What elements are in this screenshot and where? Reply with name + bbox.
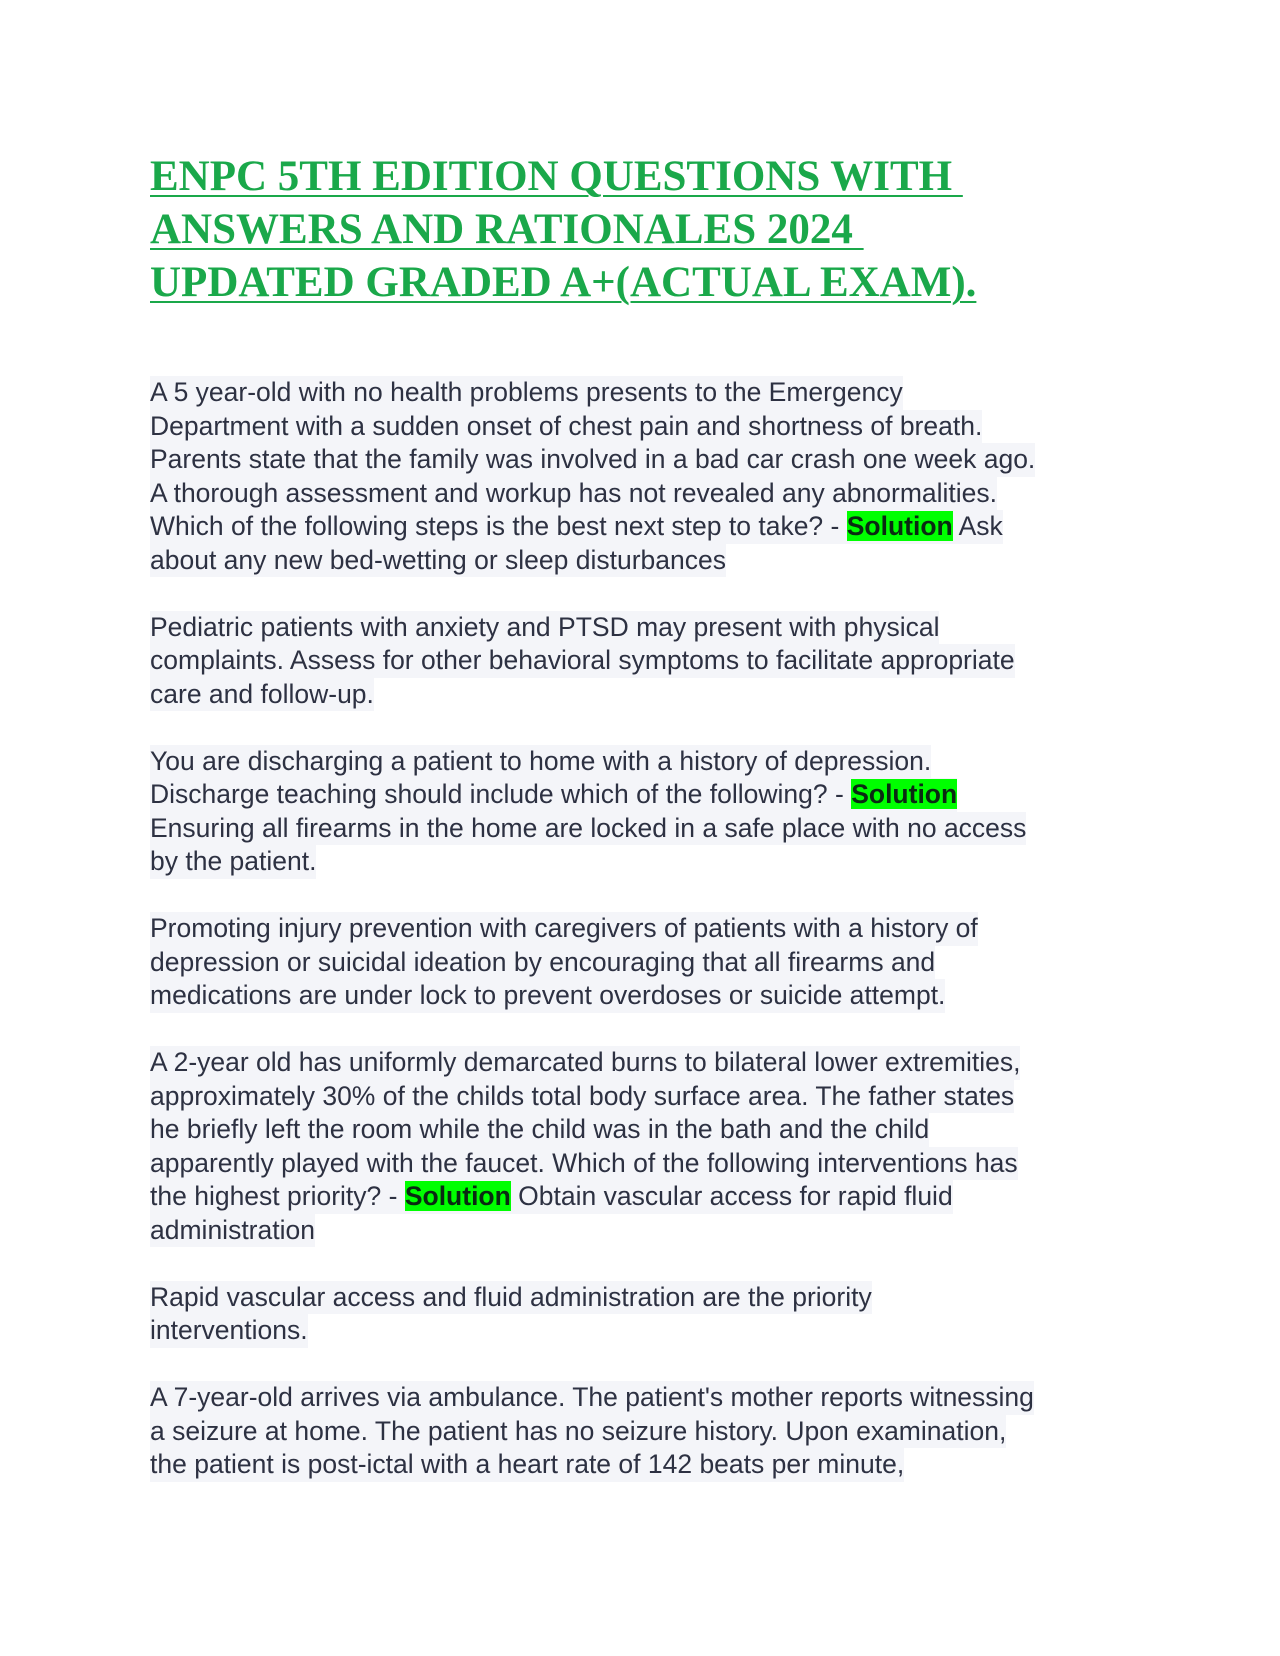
text-line: interventions. (150, 1314, 308, 1348)
solution-label: Solution (846, 511, 953, 541)
text-line: Pediatric patients with anxiety and PTSD may present with physical (150, 611, 939, 645)
text-line: care and follow-up. (150, 678, 374, 712)
text-line: depression or suicidal ideation by encouraging that all firearms and (150, 946, 935, 980)
rationale-paragraph (150, 912, 1130, 1013)
answer-text: Obtain vascular access for rapid fluid (510, 1181, 953, 1211)
answer-line: about any new bed-wetting or sleep disturbances (150, 544, 726, 578)
question-paragraph (150, 376, 1130, 577)
answer-text: Ask (952, 511, 1003, 541)
document-page (150, 150, 1130, 1515)
text-line: You are discharging a patient to home with a history of depression. (150, 745, 931, 779)
text-line (150, 1180, 953, 1214)
question-text: Discharge teaching should include which of the following? - (150, 779, 852, 809)
answer-line: by the patient. (150, 845, 316, 879)
question-paragraph (150, 745, 1130, 879)
text-line: medications are under lock to prevent overdoses or suicide attempt. (150, 979, 945, 1013)
title-line: ANSWERS AND RATIONALES 2024 (150, 206, 864, 253)
document-body (150, 376, 1130, 1482)
question-paragraph (150, 1046, 1130, 1247)
answer-line: administration (150, 1214, 315, 1248)
text-line: Department with a sudden onset of chest pain and shortness of breath. (150, 410, 982, 444)
title-line: UPDATED GRADED A+(ACTUAL EXAM). (150, 259, 977, 306)
rationale-paragraph (150, 611, 1130, 712)
text-line: Promoting injury prevention with caregivers of patients with a history of (150, 912, 978, 946)
text-line (150, 510, 1003, 544)
text-line: approximately 30% of the childs total body surface area. The father states (150, 1080, 1014, 1114)
text-line: A 7-year-old arrives via ambulance. The patient's mother reports witnessing (150, 1381, 1034, 1415)
question-paragraph (150, 1381, 1130, 1482)
text-line: Parents state that the family was involved in a bad car crash one week ago. (150, 443, 1035, 477)
text-line: A 2-year old has uniformly demarcated burns to bilateral lower extremities, (150, 1046, 1020, 1080)
rationale-paragraph (150, 1281, 1130, 1348)
title-line: ENPC 5TH EDITION QUESTIONS WITH (150, 153, 963, 200)
solution-label: Solution (404, 1181, 511, 1211)
text-line: a seizure at home. The patient has no seizure history. Upon examination, (150, 1415, 1006, 1449)
text-line: A thorough assessment and workup has not revealed any abnormalities. (150, 477, 997, 511)
text-line: the patient is post-ictal with a heart rate of 142 beats per minute, (150, 1448, 904, 1482)
text-line: A 5 year-old with no health problems presents to the Emergency (150, 376, 903, 410)
question-text: the highest priority? - (150, 1181, 405, 1211)
text-line: he briefly left the room while the child was in the bath and the child (150, 1113, 929, 1147)
text-line (150, 778, 957, 812)
solution-label: Solution (851, 779, 958, 809)
text-line: complaints. Assess for other behavioral symptoms to facilitate appropriate (150, 644, 1015, 678)
text-line: Rapid vascular access and fluid administration are the priority (150, 1281, 872, 1315)
document-title (150, 150, 1130, 309)
text-line: apparently played with the faucet. Which of the following interventions has (150, 1147, 1018, 1181)
question-text: Which of the following steps is the best next step to take? - (150, 511, 847, 541)
answer-line: Ensuring all firearms in the home are locked in a safe place with no access (150, 812, 1026, 846)
